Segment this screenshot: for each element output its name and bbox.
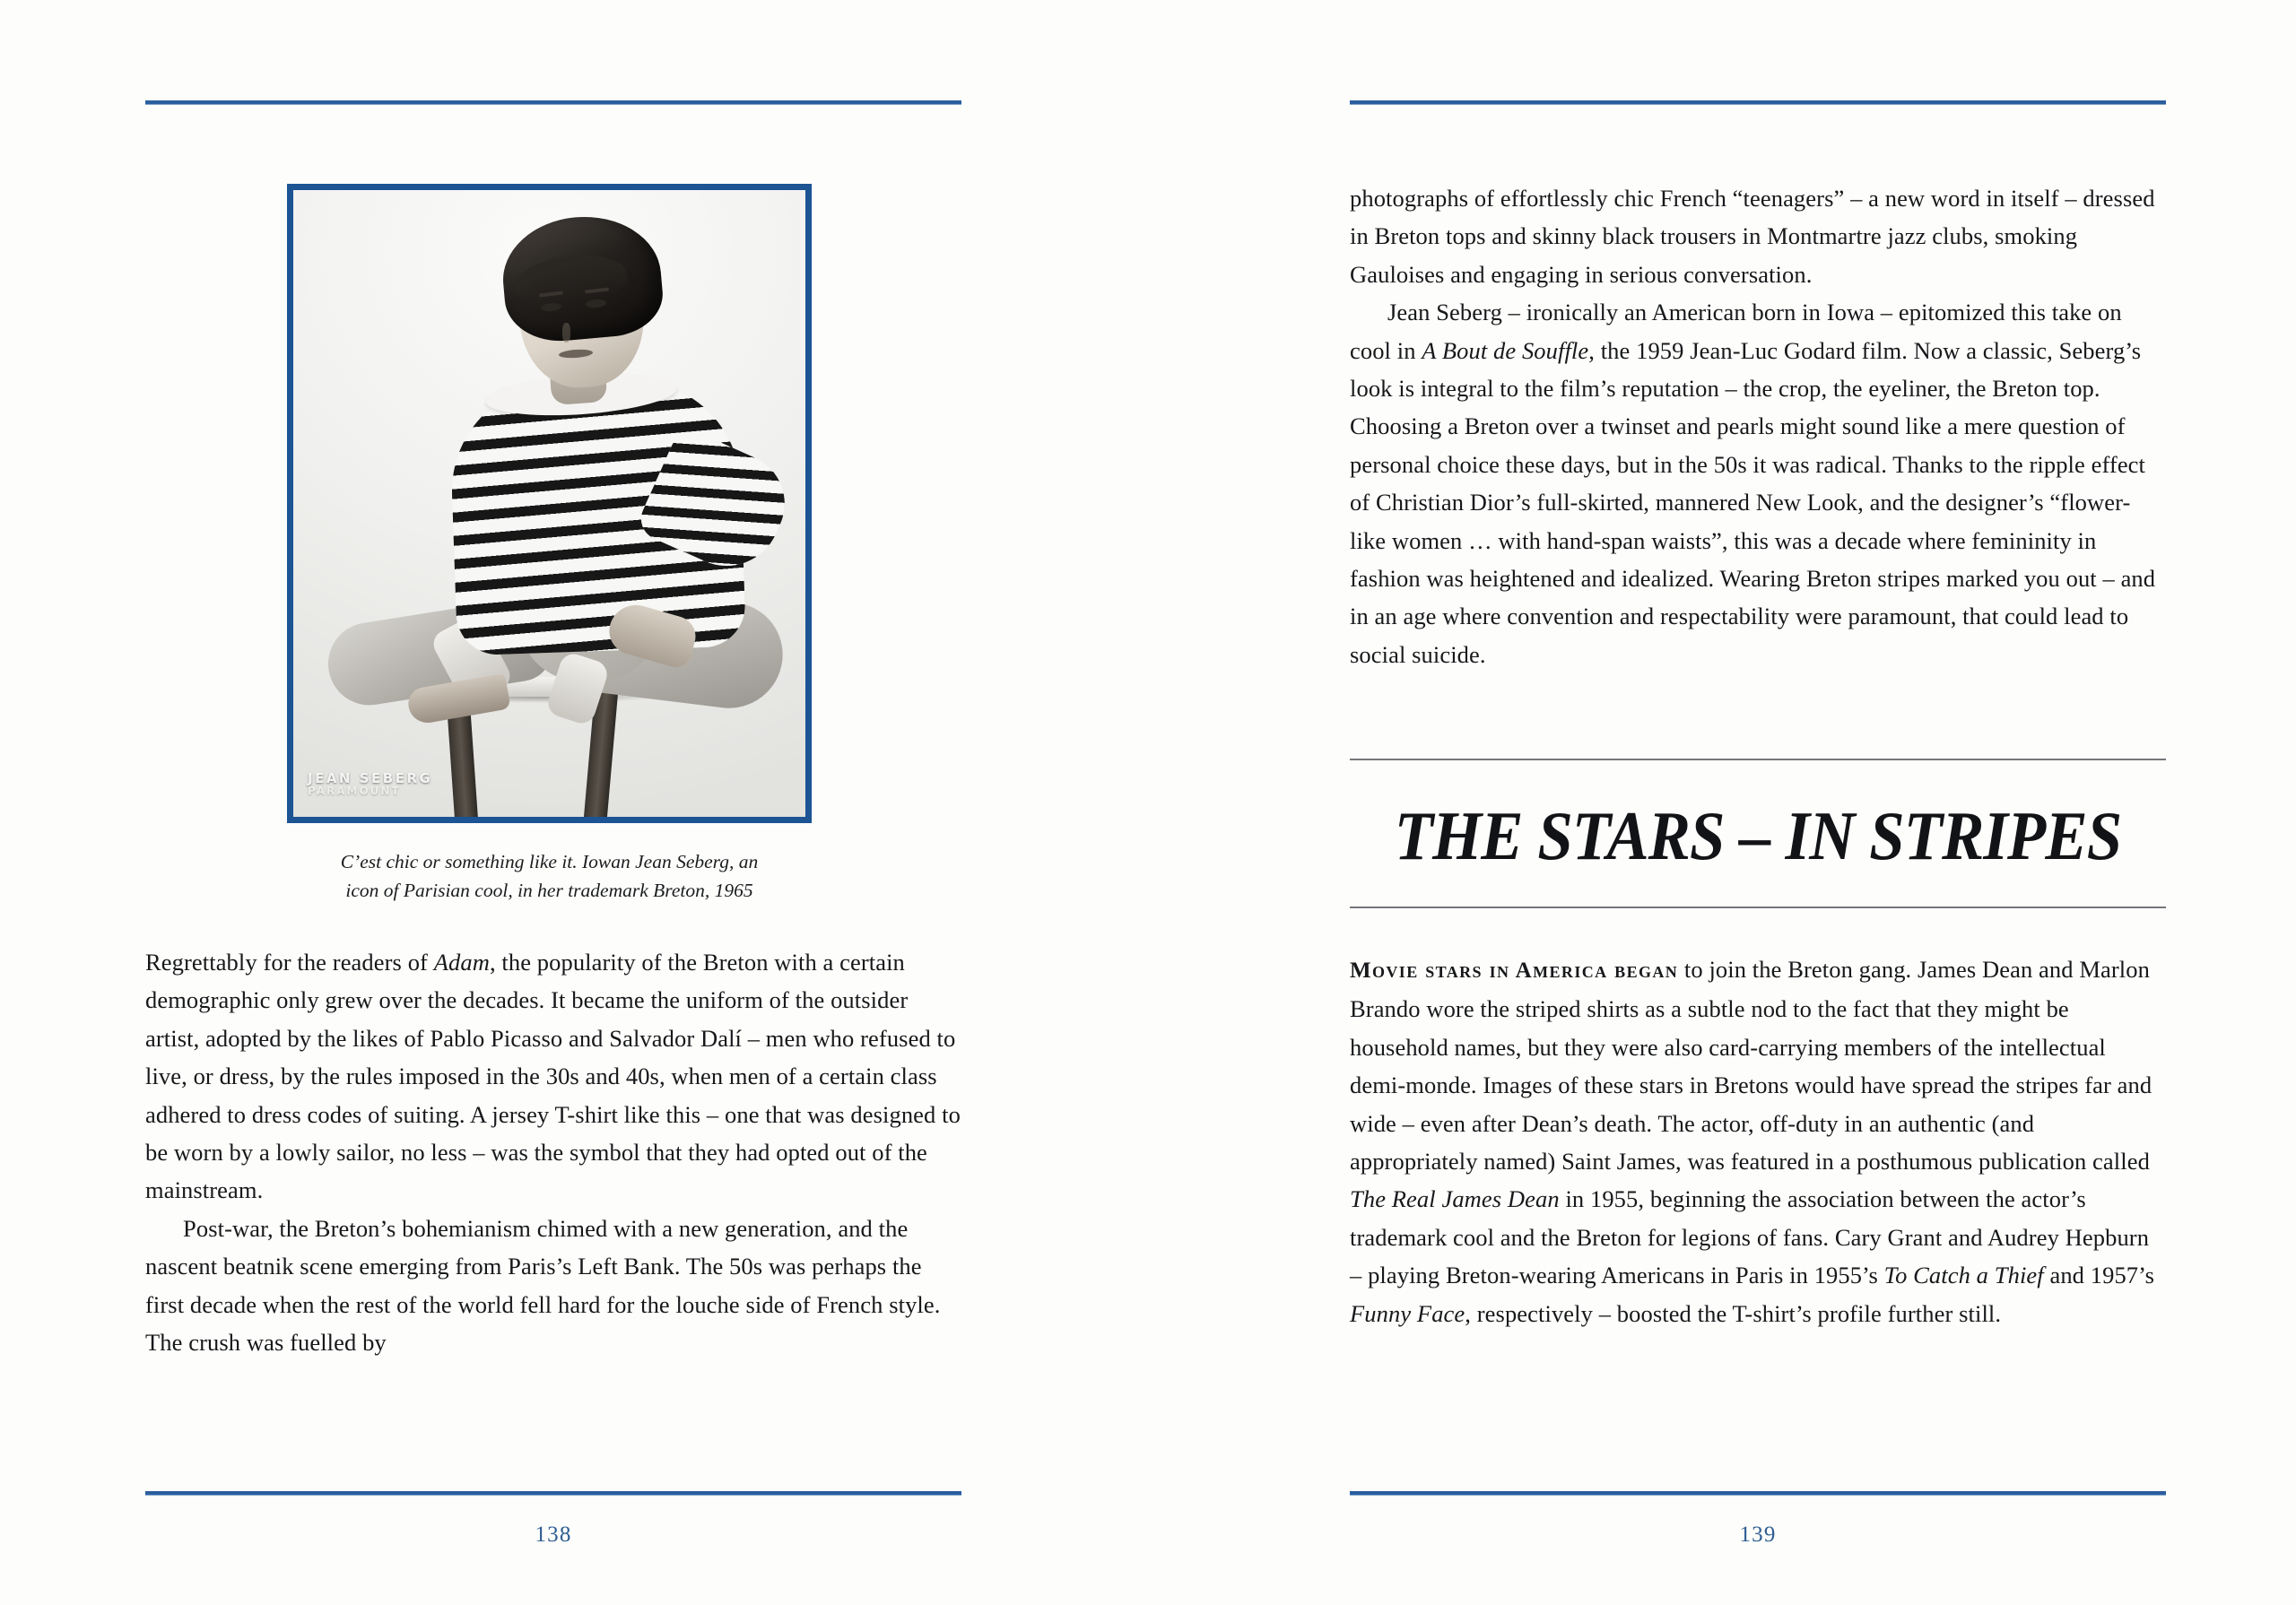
folio-right: 139 [1739,1523,1777,1547]
figure-caption [287,848,812,906]
nose [562,323,570,343]
page-top-rule-right [1350,100,2166,105]
italic-title: To Catch a Thief [1883,1262,2044,1289]
right-page-text-column-bottom [1350,950,2166,1332]
italic-title: The Real James Dean [1350,1185,1560,1213]
text-run: in 1955, beginning the association between the actor’s trademark cool and the Breton for legions of fans. Cary Grant and Audrey Hepburn – playing Breton-wearing Americans in Paris in 1955’s [1350,1185,2150,1289]
text-run: Jean Seberg – ironically an American born in Iowa – epitomized this take on cool in [1350,299,2122,364]
photo-image [293,190,805,817]
figure-jean-seberg [287,184,812,906]
text-run: , the 1959 Jean-Luc Godard film. Now a classic, Seberg’s look is integral to the film’s reputation – the crop, the eyeliner, the Breton top. Choosing a Breton over a twinset and pearls might sound like a mere question of personal choice these days, but in the 50s it was radical. Thanks to the ripple effect of Christian Dior’s full-skirted, mannered New Look, and the designer’s “flower-like women … with hand-span waists”, this was a decade where femininity in fashion was heightened and idealized. Wearing Breton stripes marked you out – and in an age where convention and respectability were paramount, that could lead to social suicide. [1350,336,2156,668]
section-rule-above [1350,759,2166,760]
folio-left: 138 [535,1523,572,1547]
photo-handwritten-signature [308,769,433,798]
body-paragraph [1350,179,2166,293]
text-run: , the popularity of the Breton with a certain demographic only grew over the decades. It became the uniform of the outsider artist, adopted by the likes of Pablo Picasso and Salvador Dalí – men who refused to live, or dress, by the rules imposed in the 30s and 40s, when men of a certain class adhered to dress codes of suiting. A jersey T-shirt like this – one that was designed to be worn by a lowly sailor, no less – was the symbol that they had opted out of the mainstream. [145,949,961,1204]
text-run: Regrettably for the readers of [145,949,434,976]
body-paragraph [145,943,961,1210]
page-bottom-rule-left [145,1491,961,1496]
text-run: , respectively – boosted the T-shirt’s profile further still. [1465,1299,2002,1327]
text-run: to join the Breton gang. James Dean and Marlon Brando wore the striped shirts as a subtle nod to the fact that they might be household names, but they were also card-carrying members of the intellectual demi-monde. Images of these stars in Bretons would have spread the stripes far and wide – even after Dean’s death. The actor, off-duty in an authentic (and appropriately named) Saint James, was featured in a posthumous publication called [1350,956,2152,1176]
text-run: and 1957’s [2043,1262,2155,1289]
right-page-text-column-top [1350,179,2166,673]
section-heading-block [1350,759,2166,908]
photo-frame [287,184,812,823]
body-paragraph [1350,950,2166,1332]
italic-title: A Bout de Souffle [1422,336,1589,364]
photo-signature-studio: PARAMOUNT [308,785,401,798]
section-rule-below [1350,907,2166,908]
text-run: photographs of effortlessly chic French “teenagers” – a new word in itself – dressed in Breton tops and skinny black trousers in Montmartre jazz clubs, smoking Gauloises and engaging in serious conversation. [1350,185,2155,288]
section-title: THE STARS – IN STRIPES [1394,797,2122,874]
text-run: Post-war, the Breton’s bohemianism chimed with a new generation, and the nascent beatnik scene emerging from Paris’s Left Bank. The 50s was perhaps the first decade when the rest of the world fell hard for the louche side of French style. The crush was fuelled by [145,1214,941,1357]
page-bottom-rule-right [1350,1491,2166,1496]
photo-signature-name: JEAN SEBERG [308,769,433,786]
body-paragraph [145,1210,961,1362]
body-paragraph [1350,293,2166,673]
italic-title: Adam [433,949,490,976]
page-top-rule-left [145,100,961,105]
paragraph-lead-small-caps: Movie stars in America began [1350,959,1679,983]
left-page-text-column [145,943,961,1361]
figure-caption-line1: C’est chic or something like it. Iowan Jean Seberg, an [340,851,759,872]
figure-caption-line2: icon of Parisian cool, in her trademark Breton, 1965 [345,879,753,901]
italic-title: Funny Face [1350,1299,1465,1327]
page-right [1148,0,2296,1605]
